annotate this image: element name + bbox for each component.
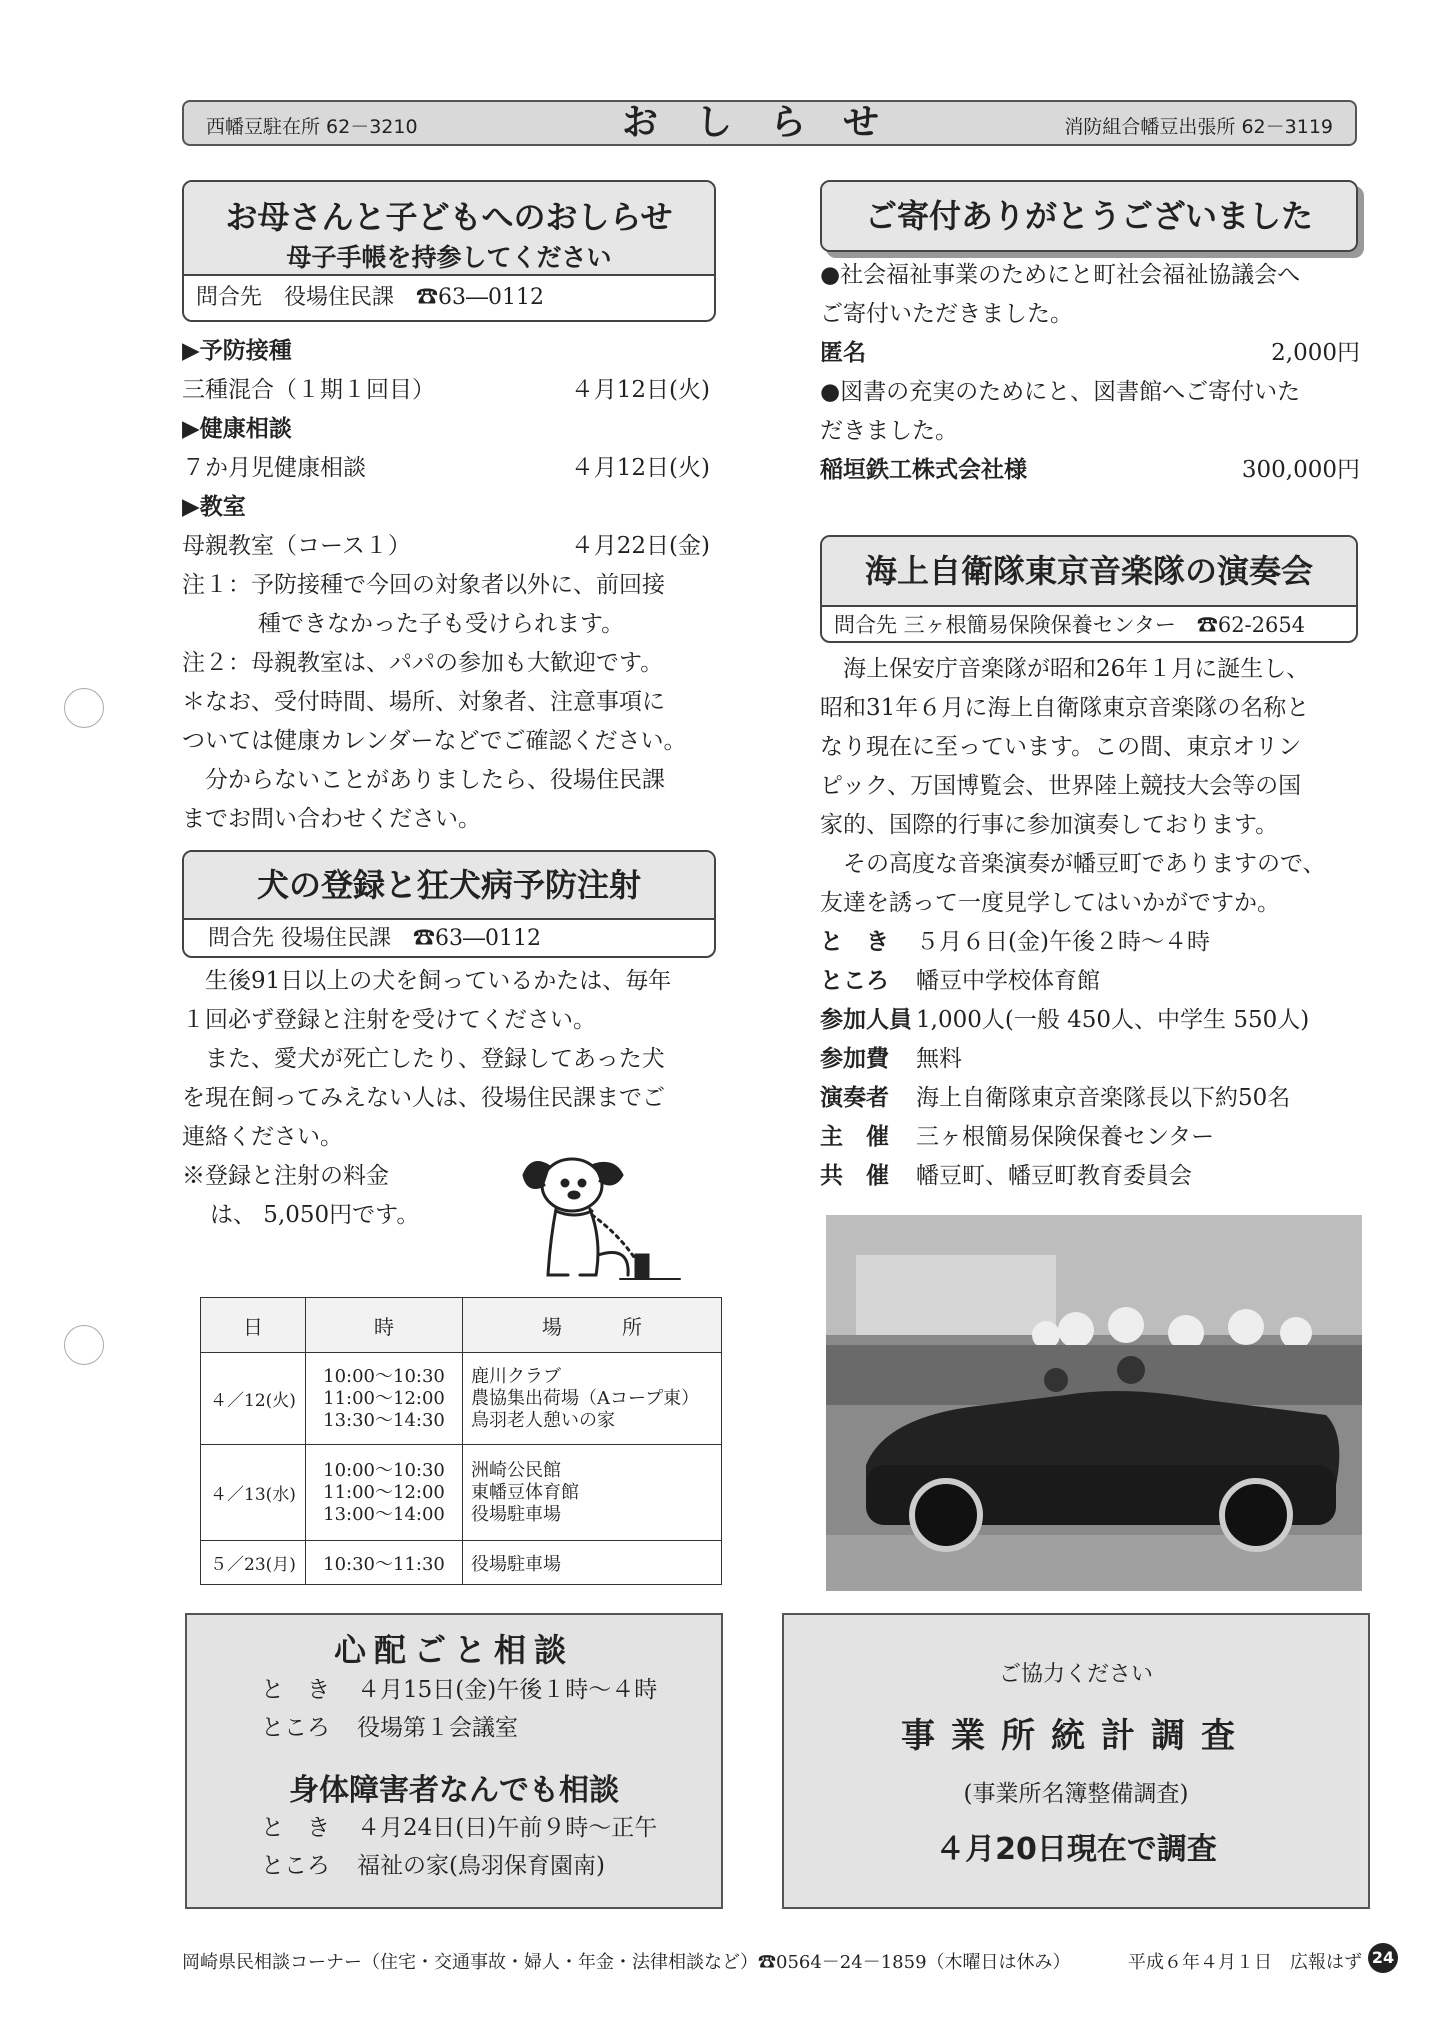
- table-row: [201, 1445, 722, 1541]
- donation-p1-cont: ご寄付いただきました。: [820, 301, 1073, 327]
- section-health: ▶健康相談: [182, 416, 292, 442]
- row-place: 洲崎公民館: [471, 1459, 561, 1481]
- dog-schedule-table: [200, 1297, 722, 1585]
- info-label: 参加費: [820, 1046, 889, 1072]
- dog-p2: また、愛犬が死亡したり、登録してあった犬: [205, 1046, 665, 1072]
- page-title: おしらせ: [622, 102, 917, 143]
- info-value: 幡豆町、幡豆町教育委員会: [916, 1163, 1192, 1189]
- info-value: 三ヶ根簡易保険保養センター: [916, 1124, 1215, 1150]
- consult-tokoro-1: 役場第１会議室: [357, 1715, 518, 1741]
- vaccination-date: ４月12日(火): [570, 377, 710, 403]
- band-title: 海上自衛隊東京音楽隊の演奏会: [822, 537, 1356, 607]
- band-info-row: [820, 923, 1365, 962]
- vaccination-item: 三種混合（１期１回目）: [182, 377, 435, 403]
- dog-p2-end: 連絡ください。: [182, 1124, 343, 1150]
- dog-contact: 問合先 役場住民課 ☎63―0112: [208, 926, 541, 951]
- row-time: 10:00～10:30: [323, 1459, 445, 1481]
- info-label: 主 催: [820, 1124, 889, 1150]
- info-value: ５月６日(金)午後２時～４時: [916, 929, 1210, 955]
- info-label: 参加人員: [820, 1007, 912, 1033]
- consult-toki-1: ４月15日(金)午後１時～４時: [357, 1677, 658, 1703]
- dog-fee: ※登録と注射の料金: [182, 1163, 389, 1189]
- table-header-date: 日: [201, 1298, 306, 1353]
- band-parade-photo: [826, 1215, 1362, 1591]
- donation-title: ご寄付ありがとうございました: [822, 182, 1356, 250]
- row-date: ４／12(火): [201, 1353, 306, 1445]
- table-header-row: [201, 1298, 722, 1353]
- info-label: 共 催: [820, 1163, 889, 1189]
- info-label: と き: [820, 929, 889, 955]
- header-right: 消防組合幡豆出張所 62－3119: [1064, 116, 1333, 138]
- mother-subtitle: 母子手帳を持参してください: [286, 243, 612, 272]
- page-number: 24: [1368, 1943, 1398, 1973]
- survey-box: [782, 1613, 1370, 1909]
- dog-title: 犬の登録と狂犬病予防注射: [184, 852, 714, 920]
- band-contact: 問合先 三ヶ根簡易保険保養センター ☎62-2654: [834, 613, 1306, 637]
- band-p2: その高度な音楽演奏が幡豆町でありますので、: [843, 851, 1326, 877]
- row-place: 役場駐車場: [471, 1503, 561, 1525]
- band-info-row: [820, 962, 1365, 1001]
- dog-p1: 生後91日以上の犬を飼っているかたは、毎年: [205, 968, 672, 994]
- mother-contact: 問合先 役場住民課 ☎63―0112: [196, 285, 544, 310]
- survey-date: ４月20日現在で調査: [935, 1832, 1217, 1867]
- band-info-row: [820, 1040, 1365, 1079]
- binder-hole: [64, 1325, 104, 1365]
- row-place: 鹿川クラブ: [471, 1365, 561, 1387]
- note1: 注１：予防接種で今回の対象者以外に、前回接: [182, 572, 665, 598]
- binder-hole: [64, 688, 104, 728]
- band-info-row: [820, 1157, 1365, 1196]
- note2: 注２：母親教室は、パパの参加も大歓迎です。: [182, 650, 664, 676]
- section-vaccination: ▶予防接種: [182, 338, 292, 364]
- health-date: ４月12日(火): [570, 455, 710, 481]
- survey-line1: ご協力ください: [998, 1662, 1153, 1687]
- donor-1: 匿名: [820, 340, 866, 366]
- row-time: 13:30～14:30: [323, 1409, 445, 1431]
- row-time: 10:00～10:30: [323, 1365, 445, 1387]
- info-label: 演奏者: [820, 1085, 889, 1111]
- band-notice-box: [820, 535, 1358, 643]
- consult-toki-2: ４月24日(日)午前９時～正午: [357, 1815, 658, 1841]
- consult-title-1: 心配ごと相談: [333, 1631, 574, 1669]
- note1-cont: 種できなかった子も受けられます。: [258, 611, 625, 637]
- footer-right: 平成６年４月１日 広報はず: [1128, 1952, 1362, 1973]
- row-time: 13:00～14:00: [323, 1503, 445, 1525]
- row-time: 11:00～12:00: [323, 1481, 445, 1503]
- header-left: 西幡豆駐在所 62－3210: [206, 116, 418, 138]
- table-header-time: 時: [306, 1298, 463, 1353]
- dog-illustration: [510, 1145, 690, 1295]
- mother-notice-box: [182, 180, 716, 322]
- donor-2-amount: 300,000円: [1241, 457, 1360, 483]
- class-date: ４月22日(金): [570, 533, 710, 559]
- consult-toki-label: と き: [261, 1815, 330, 1841]
- dog-fee-cont: は、 5,050円です。: [210, 1202, 420, 1228]
- row-date: ５／23(月): [201, 1541, 306, 1585]
- info-value: 1,000人(一般 450人、中学生 550人): [916, 1007, 1310, 1033]
- note3: ＊なお、受付時間、場所、対象者、注意事項に: [182, 689, 665, 715]
- row-place: 農協集出荷場（Aコープ東）: [471, 1387, 700, 1409]
- donor-1-amount: 2,000円: [1271, 340, 1360, 366]
- consult-tokoro-label: ところ: [261, 1853, 330, 1879]
- info-value: 幡豆中学校体育館: [916, 968, 1100, 994]
- row-place: 役場駐車場: [463, 1541, 722, 1585]
- header-bar: [182, 100, 1357, 146]
- consult-tokoro-label: ところ: [261, 1715, 330, 1741]
- info-value: 無料: [916, 1046, 962, 1072]
- donation-body: [820, 256, 1360, 490]
- band-p1-cont: ピック、万国博覧会、世界陸上競技大会等の国: [820, 773, 1302, 799]
- info-value: 海上自衛隊東京音楽隊長以下約50名: [916, 1085, 1291, 1111]
- note3-cont: ついては健康カレンダーなどでご確認ください。: [182, 728, 687, 754]
- band-p2-cont: 友達を誘って一度見学してはいかがですか。: [820, 890, 1280, 916]
- info-label: ところ: [820, 968, 889, 994]
- row-date: ４／13(水): [201, 1445, 306, 1541]
- band-p1: 海上保安庁音楽隊が昭和26年１月に誕生し、: [843, 656, 1310, 682]
- class-item: 母親教室（コース１）: [182, 533, 411, 559]
- consult-tokoro-2: 福祉の家(鳥羽保育園南): [357, 1853, 605, 1879]
- survey-subtitle: (事業所名簿整備調査): [963, 1781, 1189, 1807]
- donation-p1: ●社会福祉事業のためにと町社会福祉協議会へ: [820, 262, 1301, 288]
- band-p1-cont: なり現在に至っています。この間、東京オリン: [820, 734, 1302, 760]
- footer-left: 岡崎県民相談コーナー（住宅・交通事故・婦人・年金・法律相談など）☎0564－24－1859（木曜日は休み）: [182, 1952, 1071, 1973]
- table-row: [201, 1541, 722, 1585]
- table-header-place: 場 所: [463, 1298, 722, 1353]
- note4: 分からないことがありましたら、役場住民課: [205, 767, 665, 793]
- donation-p2: ●図書の充実のためにと、図書館へご寄付いた: [820, 379, 1301, 405]
- consult-title-2: 身体障害者なんでも相談: [289, 1773, 619, 1808]
- section-class: ▶教室: [182, 494, 246, 520]
- row-place: 東幡豆体育館: [471, 1481, 579, 1503]
- band-info-row: [820, 1001, 1365, 1040]
- band-info-row: [820, 1079, 1365, 1118]
- row-place: 鳥羽老人憩いの家: [471, 1409, 615, 1431]
- table-row: [201, 1353, 722, 1445]
- dog-p2-cont: を現在飼ってみえない人は、役場住民課までご: [182, 1085, 665, 1111]
- mother-body: [182, 332, 716, 839]
- note4-cont: までお問い合わせください。: [182, 806, 481, 832]
- donation-title-box: [820, 180, 1358, 252]
- band-p1-cont: 昭和31年６月に海上自衛隊東京音楽隊の名称と: [820, 695, 1310, 721]
- consultation-box: [185, 1613, 723, 1909]
- donation-p2-cont: だきました。: [820, 418, 958, 444]
- row-time: 11:00～12:00: [323, 1387, 445, 1409]
- survey-title: 事業所統計調査: [901, 1716, 1251, 1756]
- dog-notice-box: [182, 850, 716, 958]
- health-item: ７か月児健康相談: [182, 455, 366, 481]
- mother-title: お母さんと子どもへのおしらせ: [225, 198, 673, 236]
- donor-2: 稲垣鉄工株式会社様: [820, 457, 1027, 483]
- band-body: [820, 650, 1365, 1196]
- band-p1-end: 家的、国際的行事に参加演奏しております。: [820, 812, 1279, 838]
- band-info-row: [820, 1118, 1365, 1157]
- row-time: 10:30～11:30: [306, 1541, 463, 1585]
- consult-toki-label: と き: [261, 1677, 330, 1703]
- dog-p1-cont: １回必ず登録と注射を受けてください。: [182, 1007, 596, 1033]
